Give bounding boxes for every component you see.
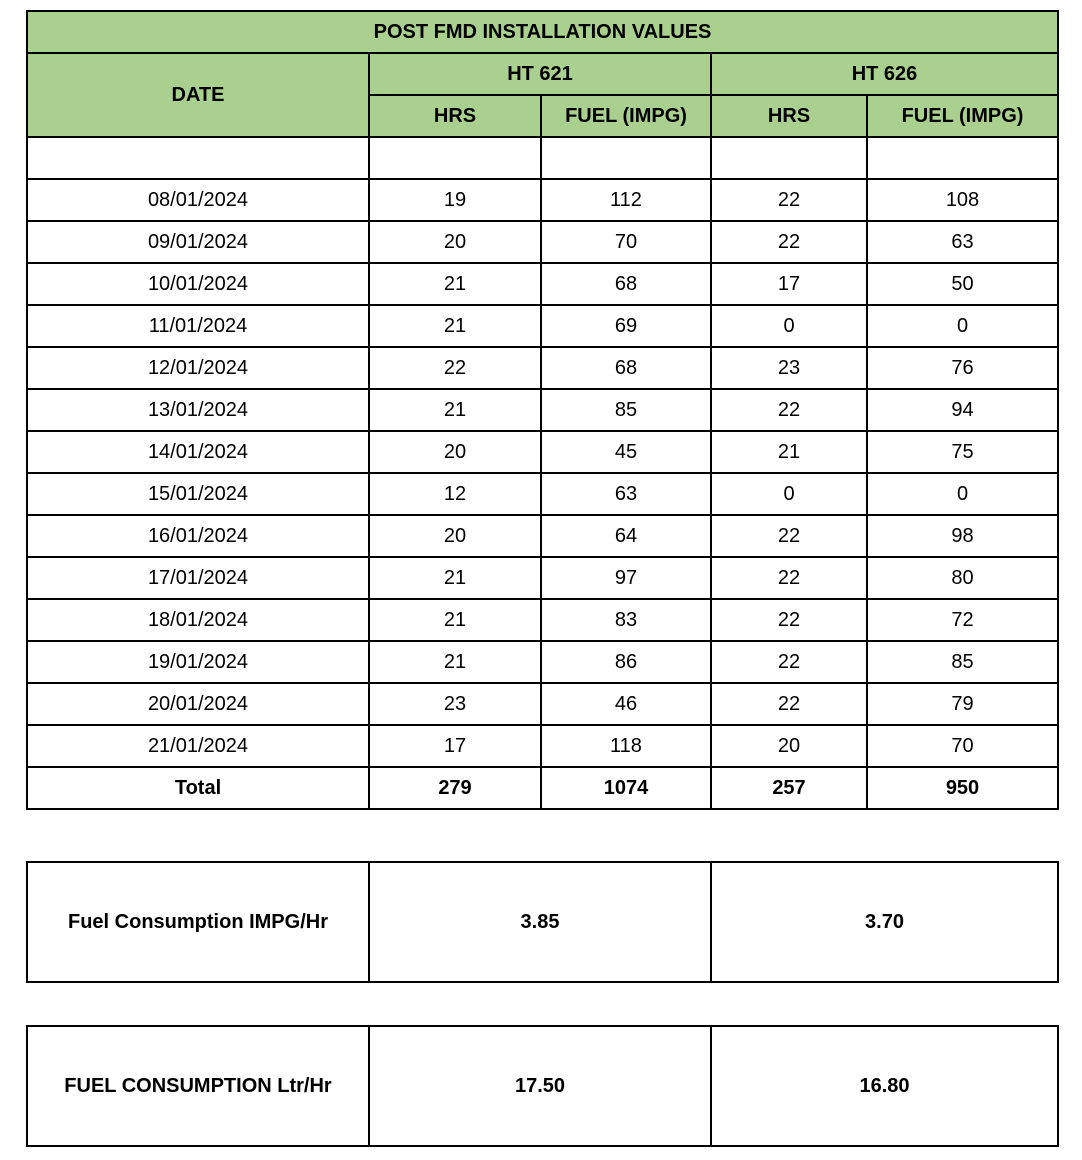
summary-ltr-row xyxy=(27,1026,1058,1146)
ht621-hrs-cell: 21 xyxy=(369,599,541,641)
ht626-fuel-cell: 98 xyxy=(867,515,1058,557)
ht626-hrs-cell: 22 xyxy=(711,515,867,557)
table-row xyxy=(27,305,1058,347)
ht626-hrs-cell: 22 xyxy=(711,599,867,641)
ht621-hrs-cell: 21 xyxy=(369,305,541,347)
unit-header-ht621: HT 621 xyxy=(369,53,711,95)
ht621-fuel-cell: 64 xyxy=(541,515,711,557)
unit-header-row xyxy=(27,53,1058,95)
table-row xyxy=(27,725,1058,767)
ht626-fuel-cell: 94 xyxy=(867,389,1058,431)
date-cell: 19/01/2024 xyxy=(27,641,369,683)
ht621-fuel-header: FUEL (IMPG) xyxy=(541,95,711,137)
date-cell: 21/01/2024 xyxy=(27,725,369,767)
ht621-hrs-cell: 17 xyxy=(369,725,541,767)
empty-cell xyxy=(369,137,541,179)
date-cell: 14/01/2024 xyxy=(27,431,369,473)
empty-row xyxy=(27,137,1058,179)
summary-impg-ht626: 3.70 xyxy=(711,862,1058,982)
unit-header-ht626: HT 626 xyxy=(711,53,1058,95)
table-row xyxy=(27,473,1058,515)
ht626-hrs-cell: 22 xyxy=(711,641,867,683)
ht626-hrs-header: HRS xyxy=(711,95,867,137)
ht626-fuel-cell: 75 xyxy=(867,431,1058,473)
ht626-fuel-cell: 79 xyxy=(867,683,1058,725)
ht626-fuel-cell: 85 xyxy=(867,641,1058,683)
date-cell: 17/01/2024 xyxy=(27,557,369,599)
date-cell: 15/01/2024 xyxy=(27,473,369,515)
ht626-hrs-cell: 20 xyxy=(711,725,867,767)
ht621-fuel-cell: 86 xyxy=(541,641,711,683)
ht626-hrs-cell: 0 xyxy=(711,305,867,347)
summary-ltr-ht621: 17.50 xyxy=(369,1026,711,1146)
date-cell: 11/01/2024 xyxy=(27,305,369,347)
ht626-fuel-cell: 70 xyxy=(867,725,1058,767)
ht621-fuel-cell: 46 xyxy=(541,683,711,725)
ht626-hrs-cell: 0 xyxy=(711,473,867,515)
table-row xyxy=(27,683,1058,725)
ht626-fuel-cell: 76 xyxy=(867,347,1058,389)
ht626-fuel-cell: 50 xyxy=(867,263,1058,305)
ht621-hrs-cell: 22 xyxy=(369,347,541,389)
total-label: Total xyxy=(27,767,369,809)
date-cell: 13/01/2024 xyxy=(27,389,369,431)
table-row xyxy=(27,347,1058,389)
total-ht626-fuel: 950 xyxy=(867,767,1058,809)
ht626-hrs-cell: 21 xyxy=(711,431,867,473)
summary-impg-label: Fuel Consumption IMPG/Hr xyxy=(27,862,369,982)
total-ht621-hrs: 279 xyxy=(369,767,541,809)
ht626-fuel-cell: 0 xyxy=(867,473,1058,515)
summary-impg-ht621: 3.85 xyxy=(369,862,711,982)
table-row xyxy=(27,179,1058,221)
ht621-hrs-header: HRS xyxy=(369,95,541,137)
ht621-fuel-cell: 70 xyxy=(541,221,711,263)
ht621-hrs-cell: 12 xyxy=(369,473,541,515)
ht621-hrs-cell: 21 xyxy=(369,641,541,683)
ht626-hrs-cell: 22 xyxy=(711,179,867,221)
table-row xyxy=(27,599,1058,641)
empty-cell xyxy=(541,137,711,179)
summary-impg-row xyxy=(27,862,1058,982)
ht621-hrs-cell: 20 xyxy=(369,515,541,557)
ht626-fuel-cell: 63 xyxy=(867,221,1058,263)
total-ht621-fuel: 1074 xyxy=(541,767,711,809)
ht626-fuel-cell: 72 xyxy=(867,599,1058,641)
ht626-fuel-cell: 0 xyxy=(867,305,1058,347)
date-header: DATE xyxy=(27,53,369,137)
table-title: POST FMD INSTALLATION VALUES xyxy=(27,11,1058,53)
ht621-hrs-cell: 23 xyxy=(369,683,541,725)
ht626-fuel-header: FUEL (IMPG) xyxy=(867,95,1058,137)
date-cell: 08/01/2024 xyxy=(27,179,369,221)
summary-ltr-label: FUEL CONSUMPTION Ltr/Hr xyxy=(27,1026,369,1146)
date-cell: 16/01/2024 xyxy=(27,515,369,557)
date-cell: 18/01/2024 xyxy=(27,599,369,641)
ht621-fuel-cell: 45 xyxy=(541,431,711,473)
total-ht626-hrs: 257 xyxy=(711,767,867,809)
ht621-fuel-cell: 118 xyxy=(541,725,711,767)
ht621-fuel-cell: 97 xyxy=(541,557,711,599)
ht621-hrs-cell: 20 xyxy=(369,221,541,263)
summary-impg-table xyxy=(26,861,1059,983)
date-cell: 12/01/2024 xyxy=(27,347,369,389)
table-row xyxy=(27,389,1058,431)
ht621-hrs-cell: 21 xyxy=(369,263,541,305)
summary-ltr-ht626: 16.80 xyxy=(711,1026,1058,1146)
ht626-fuel-cell: 80 xyxy=(867,557,1058,599)
table-row xyxy=(27,431,1058,473)
date-cell: 20/01/2024 xyxy=(27,683,369,725)
ht626-hrs-cell: 17 xyxy=(711,263,867,305)
empty-cell xyxy=(27,137,369,179)
ht621-hrs-cell: 21 xyxy=(369,557,541,599)
ht626-fuel-cell: 108 xyxy=(867,179,1058,221)
title-row xyxy=(27,11,1058,53)
empty-cell xyxy=(867,137,1058,179)
ht626-hrs-cell: 23 xyxy=(711,347,867,389)
table-row xyxy=(27,557,1058,599)
date-cell: 10/01/2024 xyxy=(27,263,369,305)
ht626-hrs-cell: 22 xyxy=(711,221,867,263)
ht626-hrs-cell: 22 xyxy=(711,557,867,599)
ht621-hrs-cell: 19 xyxy=(369,179,541,221)
ht621-fuel-cell: 68 xyxy=(541,347,711,389)
ht621-fuel-cell: 85 xyxy=(541,389,711,431)
ht621-fuel-cell: 112 xyxy=(541,179,711,221)
ht621-fuel-cell: 63 xyxy=(541,473,711,515)
ht626-hrs-cell: 22 xyxy=(711,683,867,725)
table-row xyxy=(27,263,1058,305)
ht621-fuel-cell: 69 xyxy=(541,305,711,347)
table-row xyxy=(27,515,1058,557)
ht621-fuel-cell: 83 xyxy=(541,599,711,641)
ht621-hrs-cell: 20 xyxy=(369,431,541,473)
summary-ltr-table xyxy=(26,1025,1059,1147)
empty-cell xyxy=(711,137,867,179)
ht621-fuel-cell: 68 xyxy=(541,263,711,305)
table-row xyxy=(27,641,1058,683)
table-row xyxy=(27,221,1058,263)
ht621-hrs-cell: 21 xyxy=(369,389,541,431)
ht626-hrs-cell: 22 xyxy=(711,389,867,431)
total-row xyxy=(27,767,1058,809)
date-cell: 09/01/2024 xyxy=(27,221,369,263)
fuel-data-table xyxy=(26,10,1059,810)
